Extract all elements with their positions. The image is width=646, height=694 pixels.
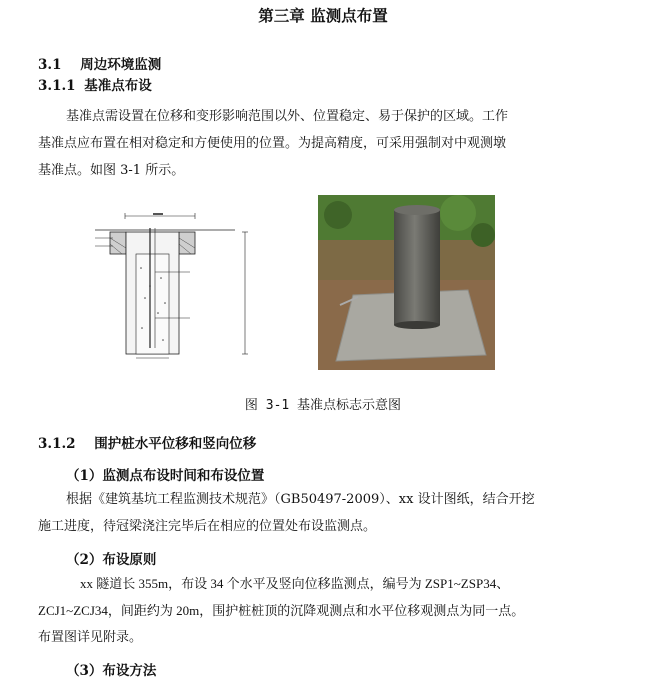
subsection-title: （3）布设方法 (66, 663, 157, 679)
benchmark-pier-photo (318, 195, 495, 370)
paragraph-line: 根据《建筑基坑工程监测技术规范》（GB50497-2009）、xx 设计图纸，结合开挖 (66, 492, 535, 507)
subsection-title: （2）布设原则 (66, 552, 157, 568)
section-title: 围护桩水平位移和竖向位移 (94, 436, 257, 452)
section-title: 周边环境监测 (80, 57, 162, 73)
paragraph-line: 基准点应布置在相对稳定和方便使用的位置。为提高精度，可采用强制对中观测墩 (38, 136, 507, 151)
paragraph-line: xx 隧道长 355m，布设 34 个水平及竖向位移监测点，编号为 ZSP1~ZSP34、 (80, 576, 510, 591)
section-3-1-1-heading (38, 74, 152, 94)
paragraph-line: 布置图详见附录。 (38, 630, 143, 645)
section-title: 基准点布设 (84, 78, 152, 94)
paragraph-line: 基准点。如图 3-1 所示。 (38, 163, 185, 178)
figure-caption: 图 3-1 基准点标志示意图 (244, 398, 402, 413)
chapter-title: 第三章 监测点布置 (258, 6, 388, 25)
paragraph-line: 基准点需设置在位移和变形影响范围以外、位置稳定、易于保护的区域。工作 (66, 109, 509, 124)
section-3-1-heading (38, 53, 161, 73)
benchmark-section-diagram (95, 208, 255, 366)
paragraph-line: ZCJ1~ZCJ34，间距约为 20m，围护桩桩顶的沉降观测点和水平位移观测点为同一点。 (38, 603, 525, 618)
section-number: 3.1 (38, 57, 62, 73)
section-number: 3.1.1 (38, 78, 76, 94)
section-number: 3.1.2 (38, 436, 76, 452)
paragraph-line: 施工进度，待冠梁浇注完毕后在相应的位置处布设监测点。 (38, 519, 377, 534)
subsection-title: （1）监测点布设时间和布设位置 (66, 468, 265, 484)
section-3-1-2-heading (38, 432, 256, 452)
